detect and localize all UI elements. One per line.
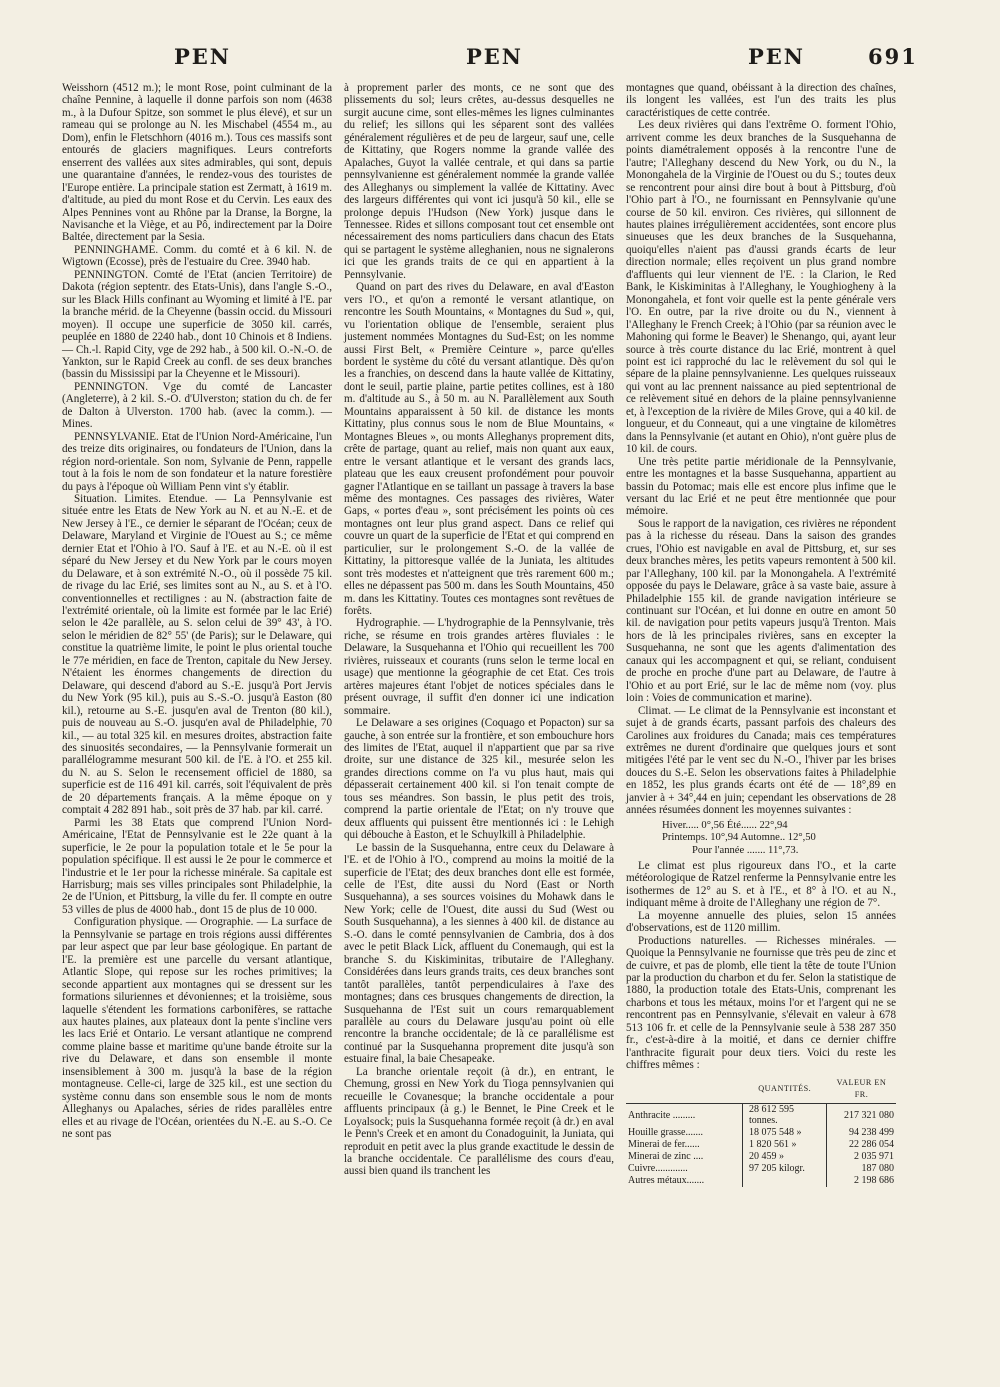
column-header: VALEUR EN FR. xyxy=(827,1076,896,1103)
table-row xyxy=(626,1127,896,1139)
table-cell: Cuivre............. xyxy=(628,1163,688,1175)
paragraph-ohio: Les deux rivières qui dans l'extrême O. forment l'Ohio, arrivent comme les deux branches de la Susquehanna de points diamétralement opposés à la rencontre l'une de l'autre; l'Alleghany descend du New York, ou du N., la Monongahela de la Virginie de l'Ouest ou du S.; toutes deux se rencontrent pour ainsi dire bout à bout à Pittsburg, d'où l'Ohio part à l'O., ne fournissant en Pennsylvanie qu'une course de 50 kil. environ. Ces rivières, qui sillonnent de hautes plaines irrégulièrement accidentées, sont encore plus sinueuses que les deux branches de la Susquehanna, quoiqu'elles n'aient pas d'aussi grands écarts de leur direction normale; elles reçoivent un plus grand nombre d'affluents qui leur viennent de l'E. : la Clarion, le Red Bank, le Kiskiminitas à l'Alleghany, le Youghiogheny à la Monongahela, et font voir quelle est la pente générale vers l'O. En outre, par la rive droite ou du N., viennent à l'Alleghany le French Creek; à l'Ohio (par sa réunion avec le Mahoning qui forme le Beaver) le Shenango, qui, ayant leur source à très courte distance du lac Erié, montrent à quel point est ici rapproché du lac le relèvement du sol qui le sépare de la plaine pennsylvanienne. Les quelques ruisseaux qui vont au lac prennent naissance au pied septentrional de ce relèvement situé en dehors de la plaine pennsylvanienne et, à l'exception de la rivière de Miles Grove, qui a 40 kil. de longueur, et du Conneaut, qui a une vingtaine de kilomètres dans la Pennsylvanie (et autant en Ohio), n'ont guère plus de 10 kil. de cours. xyxy=(626,119,896,456)
paragraph-potomac: Une très petite partie méridionale de la Pennsylvanie, entre les montagnes et la basse Susquehanna, appartient au bassin du Potomac; mais elle est encore plus infime que le versant du lac Erié et ne peut être mentionnée que pour mémoire. xyxy=(626,455,896,518)
section-climat: Climat. — Le climat de la Pennsylvanie est inconstant et sujet à de grands écarts, passant parfois des chaleurs des Carolines aux froidures du Canada; mais ces températures extrêmes ne durent d'ordinaire que quelques jours et sont mitigées l'été par le vent sec du N.-O., l'hiver par les brises douces du S.-E. Selon les observations faites à Philadelphie en 1852, les plus grands écarts ont été de — 18°,89 en janvier à + 34°,44 en juin; cependant les observations de 28 années résumées donnent les moyennes suivantes : xyxy=(626,704,896,817)
section-productions: Productions naturelles. — Richesses minérales. — Quoique la Pennsylvanie ne fournisse que très peu de zinc et de cuivre, et pas de plomb, elle tient la tête de toute l'Union par la production du charbon et du fer. Selon la statistique de 1880, la production totale des Etats-Unis, comprenant les charbons et tous les métaux, moins l'or et l'argent qui ne se rencontrent pas en Pennsylvanie, s'élevait en valeur à 678 513 106 fr. et celle de la Pennsylvanie seule à 538 287 350 fr., c'est-à-dire à la moitié, et dans ce dernier chiffre l'anthracite figurait pour deux tiers. Voici du reste les chiffres mêmes : xyxy=(626,934,896,1072)
entry-pennsylvanie: PENNSYLVANIE. Etat de l'Union Nord-Américaine, l'un des treize dits originaires, ou fondateurs de l'Union, dans la région nord-orientale. Son nom, Sylvanie de Penn, rappelle tout à la fois le nom de son fondateur et la nature forestière du pays à l'époque où William Penn vint s'y établir. xyxy=(62,430,332,493)
table-cell: 2 035 971 xyxy=(827,1151,896,1163)
running-head-left: PEN xyxy=(174,44,231,69)
climate-row: Printemps. 10°,94 Automne.. 12°,50 xyxy=(662,832,816,844)
table-cell: Houille grasse....... xyxy=(628,1127,703,1139)
running-head-right: PEN xyxy=(748,44,805,69)
page-number: 691 xyxy=(868,44,918,69)
section-configuration: Configuration physique. — Orographie. — La surface de la Pennsylvanie se partage en trois régions aussi différentes par leur aspect que par leur base géologique. En partant de l'E. la première est une parcelle du versant atlantique, Atlantic Slope, qui repose sur les roches primitives; la seconde appartient aux montagnes qui se dressent sur les formations siluriennes et dévoniennes; et la troisième, sous laquelle s'étendent les formations carbonifères, se rattache aux hautes plaines, aux plateaux dont la pente s'incline vers les lacs Erié et Ontario. Le versant atlantique ne comprend comme plaine basse et maritime qu'une bande étroite sur la rive du Delaware, et dans son ensemble il monte insensiblement à 300 m. jusqu'à la base de la région montagneuse. Celle-ci, large de 325 kil., est une section du système connu dans son ensemble sous le nom de monts Alleghanys ou Apalaches, séries de rides parallèles entre elles et au rivage de l'Océan, orientées du N.-E. au S.-O. Ce ne sont pas xyxy=(62,916,332,1141)
table-cell: 217 321 080 xyxy=(827,1103,896,1127)
climate-table xyxy=(662,820,896,857)
entry-pennington-dakota: PENNINGTON. Comté de l'Etat (ancien Territoire) de Dakota (région septentr. des Etats-Unis), dans l'angle S.-O., sur les Black Hills confinant au Wyoming et limité à l'E. par la branche mérid. de la Cheyenne (bassin occid. du Missouri moyen). Il occupe une superficie de 3050 kil. carrés, peuplée en 1880 de 2240 hab., dont 10 Chinois et 8 Indiens. — Ch.-l. Rapid City, vge de 292 hab., à 500 kil. O.-N.-O. de Yankton, sur le Rapid Creek au confl. de ses deux branches (bassin du Mississipi par la Cheyenne et le Missouri). xyxy=(62,268,332,381)
paragraph: Le climat est plus rigoureux dans l'O., et la carte météorologique de Ratzel renferme la Pennsylvanie entre les isothermes de 12° au S. et à l'E., et 8° à l'O. et au N., indiquant même à droite de l'Alleghany une région de 7°. xyxy=(626,859,896,910)
production-table xyxy=(626,1076,896,1187)
table-cell: 28 612 595 tonnes. xyxy=(743,1103,827,1127)
column-right xyxy=(626,82,896,1187)
paragraph-susquehanna: Le bassin de la Susquehanna, entre ceux du Delaware à l'E. et de l'Ohio à l'O., comprend au moins la moitié de la superficie de l'Etat; des deux branches dont elle est formée, celle de l'Est, dite aussi du Nord (East or North Susquehanna), a ses sources voisines du Mohawk dans le New York; celle de l'Ouest, dite aussi du Sud (West ou South Susquehanna), a les siennes à 400 kil. de distance au S.-O. dans le comté pennsylvanien de Cambria, dos à dos avec le petit Black Lick, affluent du Conemaugh, qui est la branche S. du Kiskiminitas, tributaire de l'Alleghany. Considérées dans leurs grands traits, ces deux branches sont tantôt parallèles, tantôt perpendiculaires à l'axe des montagnes; dans ces brusques changements de direction, la Susquehanna de l'Est suit un cours remarquablement parallèle au cours du Delaware jusqu'au point où elle rencontre la branche occidentale; de là ce parallélisme est continué par la Susquehanna proprement dite jusqu'à son estuaire final, la baie Chesapeake. xyxy=(344,841,614,1066)
table-row xyxy=(626,1139,896,1151)
table-cell: Autres métaux....... xyxy=(628,1175,705,1186)
climate-row: Pour l'année ....... 11°,73. xyxy=(692,844,799,856)
table-cell: 22 286 054 xyxy=(827,1139,896,1151)
paragraph: montagnes que quand, obéissant à la direction des chaînes, ils longent les vallées, est l'un des traits les plus caractéristiques de cette contrée. xyxy=(626,82,896,119)
paragraph-branches: La branche orientale reçoit (à dr.), en entrant, le Chemung, grossi en New York du Tioga pennsylvanien qui recueille le Covanesque; la branche occidentale a pour affluents principaux (à g.) le Bennet, le Pine Creek et le Loyalsock; puis la Susquehanna formée reçoit (à dr.) en aval le Penn's Creek et en amont du Conadoguinit, la Juniata, qui reproduit en petit avec la plus grande exactitude le dessin de la branche occidentale. Ce parallélisme des cours d'eau, aussi bien quand ils tranchent les xyxy=(344,1065,614,1178)
section-situation: Situation. Limites. Etendue. — La Pennsylvanie est située entre les Etats de New York au N. et au N.-E. et de New Jersey à l'E., ce dernier le séparant de l'Océan; ceux de Delaware, Maryland et Virginie de l'Ouest au S.; ce même dernier Etat et l'Ohio à l'O. Sauf à l'E. et au N.-E. où il est séparé du New Jersey et du New York par le cours moyen du Delaware, et à son extrémité N.-O., où il possède 75 kil. de rivage du lac Erié, ses limites sont au N., au S. et à l'O. conventionnelles et rectilignes : au N. (abstraction faite de l'extrémité orientale, où la limite est formée par le lac Erié) selon le 42e parallèle, au S. selon celui de 39° 43', à l'O. selon le méridien de 82° 55' (de Paris); sur le Delaware, qui constitue la quatrième limite, le point le plus oriental touche le 77e méridien, en face de Trenton, capitale du New Jersey. N'étaient les énormes changements de direction du Delaware, qui descend d'abord au S.-E. jusqu'à Port Jervis du New York (95 kil.), puis au S.-S.-O. jusqu'à Easton (80 kil.), retourne au S.-E. jusqu'en aval de Trenton (80 kil.), puis de nouveau au S.-O. jusqu'en aval de Philadelphie, 70 kil., — au total 325 kil. en mesures droites, abstraction faite des sinuosités secondaires, — la Pennsylvanie formerait un parallélogramme mesurant 500 kil. de l'E. à l'O. et 255 kil. du N. au S. Selon le recensement officiel de 1880, sa superficie est de 116 491 kil. carrés, soit l'équivalent de près de 20 départements français. A la même époque on y comptait 4 282 891 hab., soit près de 37 hab. par kil. carré. xyxy=(62,492,332,817)
table-cell: Minerai de zinc .... xyxy=(628,1151,704,1163)
table-cell: 187 080 xyxy=(827,1163,896,1175)
table-cell: Minerai de fer...... xyxy=(628,1139,700,1151)
entry-text: Weisshorn (4512 m.); le mont Rose, point culminant de la chaîne Pennine, à laquelle il donne parfois son nom (4638 m., à la Dufour Spitze, son sommet le plus élevé), et sur un rameau qui se prolonge au N. les Mischabel (4554 m., au Dom), enfin le Fletschhorn (4016 m.). Tous ces massifs sont entourés de glaciers magnifiques. Leurs contreforts enserrent des vallées aux sites admirables, qui sont, depuis une quarantaine d'années, le rendez-vous des touristes de l'Europe entière. La principale station est Zermatt, à 1619 m. d'altitude, au pied du mont Rose et du Cervin. Les eaux des Alpes Pennines vont au Rhône par la Dranse, la Borgne, la Navisanche et la Viège, et au Pô, indirectement par la Doire Baltée, directement par la Sesia. xyxy=(62,82,332,244)
paragraph: à proprement parler des monts, ce ne sont que des plissements du sol; leurs crêtes, au-dessus desquelles ne surgit aucune cime, sont elles-mêmes les lignes culminantes du relief; les sillons qui les séparent sont des vallées généralement régulières et de peu de largeur, sauf une, celle de Kittatiny, que Rogers nomme la grande vallée des Apalaches, Guyot la vallée centrale, et qui dans sa partie pennsylvanienne est généralement nommée la grande vallée des Alleghanys ou simplement la vallée de Kittatiny. Avec des largeurs différentes qui vont ici jusqu'à 50 kil., elle se prolonge depuis l'Hudson (New York) jusque dans le Tennessee. Rides et sillons composant tout cet ensemble ont nécessairement des noms particuliers dans chacun des Etats qui se partagent le système alleghanien, nous ne signalerons ici que les grands traits de ce qui en appartient à la Pennsylvanie. xyxy=(344,82,614,281)
table-header xyxy=(626,1076,896,1103)
table-row xyxy=(626,1175,896,1187)
column-middle xyxy=(344,82,614,1178)
entry-pennington-lancaster: PENNINGTON. Vge du comté de Lancaster (Angleterre), à 2 kil. S.-O. d'Ulverston; station du ch. de fer de Dalton à Ulverston. 1700 hab. (avec la comm.). — Mines. xyxy=(62,380,332,431)
table-row xyxy=(626,1151,896,1163)
table-cell xyxy=(743,1175,827,1187)
table-cell: Anthracite ......... xyxy=(628,1109,696,1121)
column-left xyxy=(62,82,332,1141)
paragraph-navigation: Sous le rapport de la navigation, ces rivières ne répondent pas à la richesse du réseau. Dans la saison des grandes crues, l'Ohio est navigable en aval de Pittsburg, et, sur ses deux branches mères, les petits vapeurs remontent à 500 kil. par l'Alleghany, 100 kil. par la Monongahela. A l'extrémité opposée du pays le Delaware, grâce à sa vaste baie, assure à Philadelphie 155 kil. de grande navigation intérieure se continuant sur l'Océan, et lui donne en outre en amont 50 kil. de navigation pour petits vapeurs jusqu'à Trenton. Mais hors de là les principales rivières, sans en excepter la Susquehanna, ne sont que les agents d'alimentation des canaux qui les accompagnent et qui, se reliant, conduisent de proche en proche d'une part au Delaware, de l'autre à l'Ohio et au port Erié, sur le lac de même nom (voy. plus loin : Voies de communication et marine). xyxy=(626,517,896,705)
entry-penninghame: PENNINGHAME. Comm. du comté et à 6 kil. N. de Wigtown (Ecosse), près de l'estuaire du Cree. 3940 hab. xyxy=(62,243,332,269)
table-cell: 2 198 686 xyxy=(827,1175,896,1187)
paragraph-delaware: Le Delaware a ses origines (Coquago et Popacton) sur sa gauche, à son entrée sur la frontière, et son embouchure hors des limites de l'Etat, auquel il n'appartient que par sa rive droite, sur une distance de 325 kil., mesurée selon les grandes directions comme on l'a vu plus haut, mais qui dépasserait certainement 400 kil. si l'on tenait compte de tous ses méandres. Son bassin, le plus petit des trois, comprend la partie orientale de l'Etat; on n'y trouve que deux affluents qui puissent être mentionnés ici : le Lehigh qui débouche à Easton, et le Schuylkill à Philadelphie. xyxy=(344,717,614,842)
section-states: Parmi les 38 Etats que comprend l'Union Nord-Américaine, l'Etat de Pennsylvanie est le 22e quant à la superficie, le 2e pour la population totale et le 5e pour la population spécifique. Il est aussi le 2e pour le commerce et l'industrie et le 1er pour la richesse minérale. Sa capitale est Harrisburg; mais ses villes principales sont Philadelphie, la 2e de l'Union, et Pittsburg, la ville du fer. Il compte en outre 53 villes de plus de 4000 hab., dont 15 de plus de 10 000. xyxy=(62,816,332,916)
table-row xyxy=(626,1103,896,1127)
column-header: QUANTITÉS. xyxy=(743,1076,827,1103)
paragraph: Quand on part des rives du Delaware, en aval d'Easton vers l'O., et qu'on a remonté le versant atlantique, on rencontre les South Mountains, « Montagnes du Sud », qui, vu l'orientation oblique de l'ensemble, seraient plus justement nommées Montagnes du Sud-Est; on les nomme aussi First Belt, « Première Ceinture », parce qu'elles bordent le système du côté du versant atlantique. Dès qu'on les a franchies, on descend dans la haute vallée de Kittatiny, dont le seuil, partie plaine, partie petites collines, est à 180 m. d'altitude au S., à 50 m. au N. Parallèlement aux South Mountains apparaissent à 50 kil. de distance les monts Kittatiny, plus connus sous le nom de Blue Mountains, « Montagnes Bleues », ou monts Alleghanys proprement dits, crête de partage, quant au relief, mais non quant aux eaux, entre le versant atlantique et le versant des grands lacs, plateau que les eaux creusent profondément pour pouvoir gagner l'Atlantique en se taillant un passage à travers la base même des montagnes. Ces passages des rivières, Water Gaps, « portes d'eau », sont précisément les points où ces montagnes ont leur plus grand aspect. Dans ce relief qui couvre un quart de la superficie de l'Etat et qui comprend en particulier, sur le prolongement S.-O. de la vallée de Kittatiny, la pittoresque vallée de la Juniata, les altitudes sont très modestes et n'atteignent que très rarement 600 m.; elles ne dépassent pas 500 m. dans les South Mountains, 450 m. dans les Kittatiny. Toutes ces montagnes sont revêtues de forêts. xyxy=(344,281,614,618)
column-header xyxy=(626,1076,743,1103)
table-cell: 1 820 561 » xyxy=(743,1139,827,1151)
section-hydrographie: Hydrographie. — L'hydrographie de la Pennsylvanie, très riche, se résume en trois grandes artères fluviales : le Delaware, la Susquehanna et l'Ohio qui recueillent les 700 rivières, ruisseaux et courants (runs selon le terme local en usage) que mentionne la géographie de cet Etat. Ces trois artères majeures étant l'objet de notices spéciales dans le présent ouvrage, il suffit d'en donner ici une indication sommaire. xyxy=(344,617,614,717)
paragraph: La moyenne annuelle des pluies, selon 15 années d'observations, est de 1120 millim. xyxy=(626,909,896,935)
table-cell: 94 238 499 xyxy=(827,1127,896,1139)
table-cell: 20 459 » xyxy=(743,1151,827,1163)
running-head-center: PEN xyxy=(466,44,523,69)
climate-row: Hiver..... 0°,56 Été...... 22°,94 xyxy=(662,819,788,831)
table-row xyxy=(626,1163,896,1175)
table-cell: 18 075 548 » xyxy=(743,1127,827,1139)
table-cell: 97 205 kilogr. xyxy=(743,1163,827,1175)
